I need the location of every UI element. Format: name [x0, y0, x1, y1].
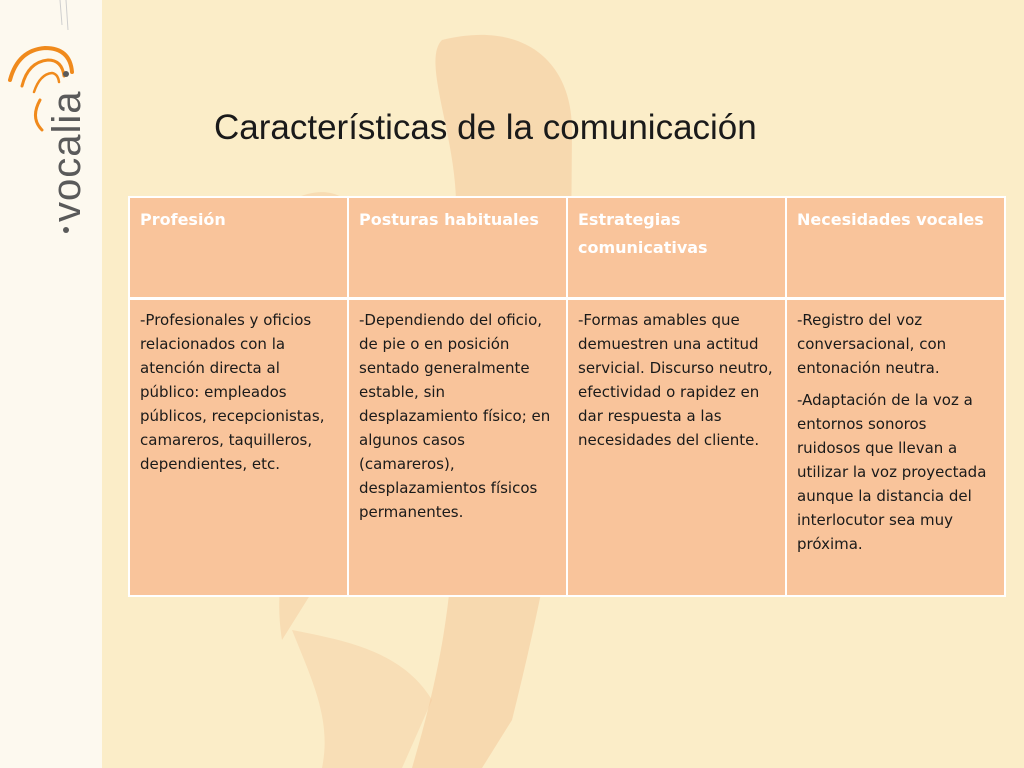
header-posturas-habituales: Posturas habituales	[348, 197, 567, 299]
necesidades-paragraph: -Registro del voz conversacional, con entonación neutra.	[797, 311, 947, 377]
table-row	[129, 299, 1005, 597]
cell-estrategias-comunicativas: -Formas amables que demuestren una actitud servicial. Discurso neutro, efectividad o rapidez en dar respuesta a las necesidades del cliente.	[567, 299, 786, 597]
cell-posturas-habituales: -Dependiendo del oficio, de pie o en posición sentado generalmente estable, sin desplazamiento físico; en algunos casos (camareros), desplazamientos físicos permanentes.	[348, 299, 567, 597]
cell-profesion: -Profesionales y oficios relacionados con la atención directa al público: empleados públicos, recepcionistas, camareros, taquilleros, dependientes, etc.	[129, 299, 348, 597]
page-title: Características de la comunicación	[214, 108, 757, 147]
table-header-row	[129, 197, 1005, 299]
vocalia-logo	[0, 0, 102, 300]
necesidades-paragraph: -Adaptación de la voz a entornos sonoros ruidosos que llevan a utilizar la voz proyectada aunque la distancia del interlocutor sea muy próxima.	[797, 391, 987, 553]
logo-dot-icon	[63, 227, 69, 233]
logo-dot-icon	[63, 71, 69, 77]
logo-wordmark: vocalia	[45, 90, 89, 222]
header-necesidades-vocales: Necesidades vocales	[786, 197, 1005, 299]
header-estrategias-comunicativas: Estrategias comunicativas	[567, 197, 786, 299]
header-profesion: Profesión	[129, 197, 348, 299]
characteristics-table	[128, 196, 1006, 597]
cell-necesidades-vocales	[786, 299, 1005, 597]
